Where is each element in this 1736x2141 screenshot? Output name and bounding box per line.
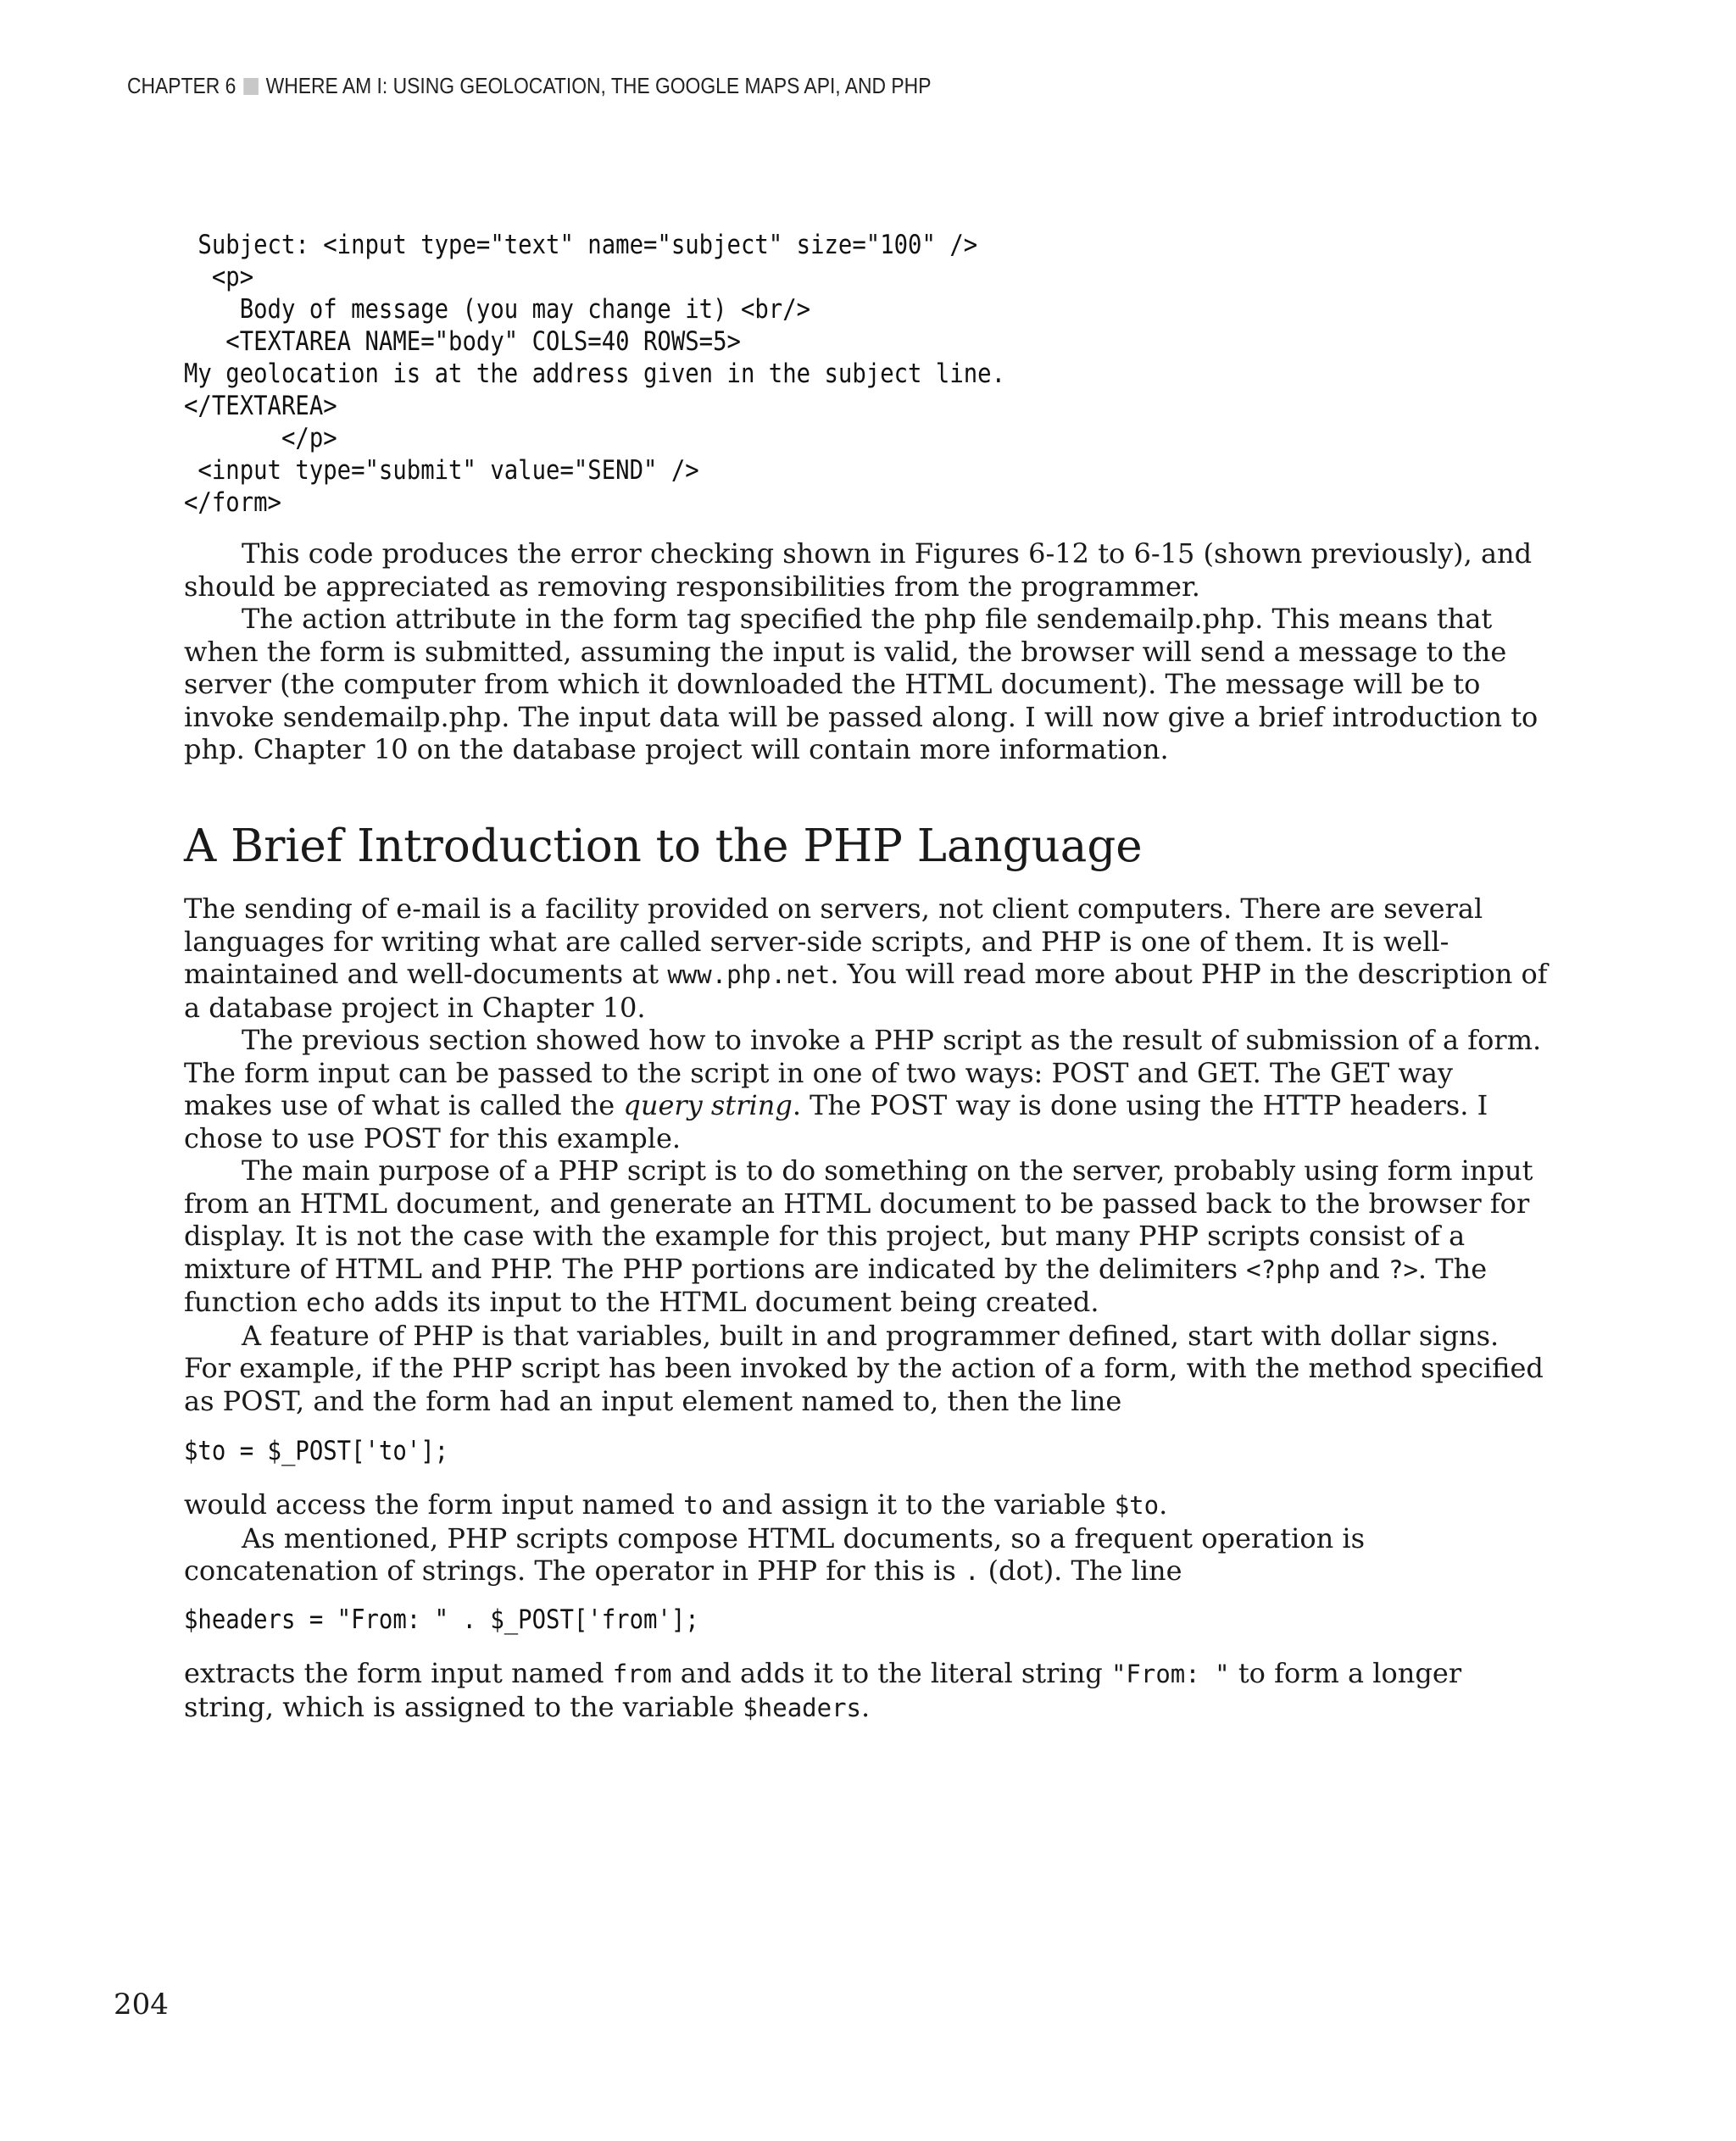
inline-code: .: [964, 1557, 980, 1586]
code-line: </TEXTAREA>: [184, 391, 337, 421]
inline-code: from: [612, 1660, 672, 1688]
paragraph: extracts the form input named from and adds it to the literal string "From: " to form a longer string, which is assigned to the variable $headers.: [184, 1657, 1462, 1723]
code-line: </form>: [184, 487, 281, 518]
paragraph: The sending of e-mail is a facility provided on servers, not client computers. There are several languages for writing what are called server-side scripts, and PHP is one of them. It is well-maintained and well-documents at www.php.net. You will read more about PHP in the description of a database project in Chapter 10.: [184, 893, 1548, 1024]
code-block: [184, 229, 1005, 519]
page-number: 204: [114, 1988, 169, 2021]
chapter-label: CHAPTER 6: [127, 73, 236, 98]
code-example-headers: $headers = "From: " . $_POST['from'];: [184, 1604, 699, 1635]
code-line: My geolocation is at the address given in the subject line.: [184, 359, 1006, 389]
inline-code: ?>: [1388, 1254, 1418, 1284]
paragraph: This code produces the error checking shown in Figures 6-12 to 6-15 (shown previously), and should be appreciated as removing responsibilities from the programmer.: [184, 537, 1533, 603]
code-example-to: $to = $_POST['to'];: [184, 1436, 449, 1466]
section-body-3: [184, 1657, 1549, 1724]
code-line: Body of message (you may change it) <br/>: [184, 294, 811, 325]
code-line: </p>: [184, 423, 337, 453]
code-line: Subject: <input type="text" name="subject" size="100" />: [184, 230, 978, 260]
code-line: <p>: [184, 262, 254, 292]
inline-code: www.php.net: [667, 960, 831, 989]
paragraph: would access the form input named to and assign it to the variable $to.: [184, 1488, 1168, 1521]
inline-code: echo: [306, 1288, 365, 1317]
code-line: <input type="submit" value="SEND" />: [184, 455, 699, 486]
paragraph: The previous section showed how to invoke a PHP script as the result of submission of a form. The form input can be passed to the script in one of two ways: POST and GET. The GET way makes use of what is called the query string. The POST way is done using the HTTP headers. I chose to use POST for this example.: [184, 1024, 1542, 1154]
paragraph: As mentioned, PHP scripts compose HTML documents, so a frequent operation is concatenation of strings. The operator in PHP for this is . (dot). The line: [184, 1521, 1366, 1587]
emphasis: query string: [623, 1089, 793, 1121]
separator-square: [243, 78, 259, 95]
section-body-2: [184, 1488, 1549, 1588]
inline-code: $to: [1114, 1491, 1160, 1520]
intro-text: [184, 537, 1549, 766]
chapter-title: WHERE AM I: USING GEOLOCATION, THE GOOGLE MAPS API, AND PHP: [265, 73, 932, 98]
inline-code: to: [683, 1491, 714, 1520]
paragraph: The main purpose of a PHP script is to do something on the server, probably using form input from an HTML document, and generate an HTML document to be passed back to the browser for display. It is not the case with the example for this project, but many PHP scripts consist of a mixture of HTML and PHP. The PHP portions are indicated by the delimiters <?php and ?>. The function echo adds its input to the HTML document being created.: [184, 1154, 1533, 1318]
inline-code: "From: ": [1110, 1660, 1230, 1688]
section-heading: A Brief Introduction to the PHP Language: [184, 820, 1143, 872]
running-head: [127, 73, 931, 99]
paragraph: The action attribute in the form tag specified the php file sendemailp.php. This means that when the form is submitted, assuming the input is valid, the browser will send a message to the server (the computer from which it downloaded the HTML document). The message will be to invoke sendemailp.php. The input data will be passed along. I will now give a brief introduction to php. Chapter 10 on the database project will contain more information.: [184, 603, 1538, 765]
code-line: <TEXTAREA NAME="body" COLS=40 ROWS=5>: [184, 326, 741, 357]
inline-code: $headers: [743, 1693, 862, 1722]
paragraph: A feature of PHP is that variables, built in and programmer defined, start with dollar signs. For example, if the PHP script has been invoked by the action of a form, with the method specified as POST, and the form had an input element named to, then the line: [184, 1319, 1544, 1417]
inline-code: <?php: [1246, 1254, 1321, 1284]
section-body-1: [184, 893, 1549, 1417]
